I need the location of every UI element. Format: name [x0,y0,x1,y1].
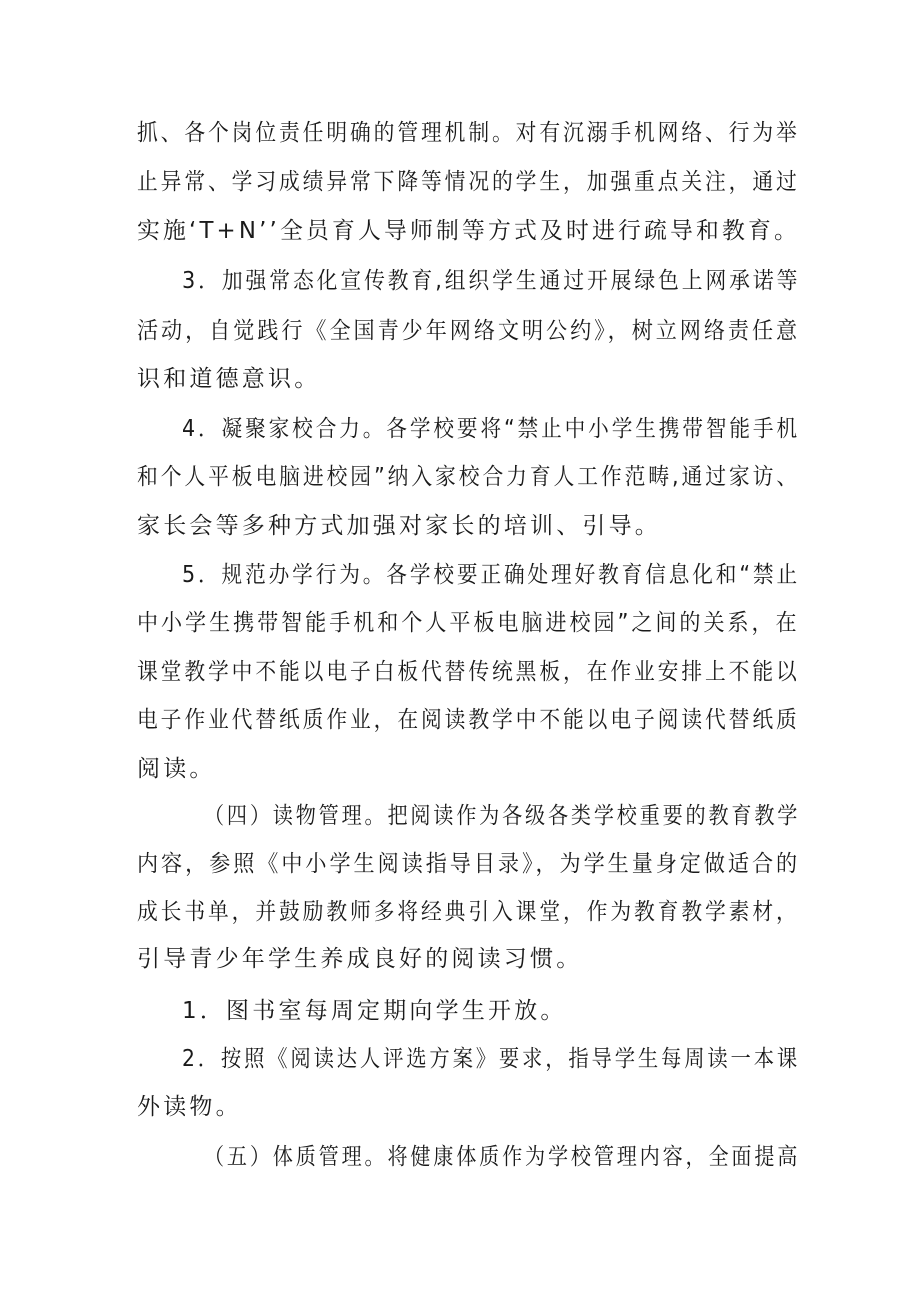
text-line: 引导青少年学生养成良好的阅读习惯。 [137,946,583,972]
text-line: 活动，自觉践行《全国青少年网络文明公约》，树立网络责任意 [137,318,801,344]
text-line: 2．按照《阅读达人评选方案》要求，指导学生每周读一本课 [182,1046,801,1072]
text-line: 实施‘T+N’’全员育人导师制等方式及时进行疏导和教育。 [137,218,801,244]
text-line: 课堂教学中不能以电子白板代替传统黑板，在作业安排上不能以 [137,659,800,685]
text-line: 3．加强常态化宣传教育,组织学生通过开展绿色上网承诺等 [182,268,801,294]
text-line: 识和道德意识。 [137,366,321,392]
text-line: 抓、各个岗位责任明确的管理机制。对有沉溺手机网络、行为举 [137,120,800,146]
text-line: 止异常、学习成绩异常下降等情况的学生，加强重点关注，通过 [137,169,800,195]
text-line: （五）体质管理。将健康体质作为学校管理内容，全面提高 [204,1144,801,1170]
text-line: 和个人平板电脑进校园”纳入家校合力育人工作范畴,通过家访、 [137,464,801,490]
text-line: 中小学生携带智能手机和个人平板电脑进校园”之间的关系，在 [137,610,800,636]
text-line: 阅读。 [137,756,216,782]
text-line: 外读物。 [137,1094,242,1120]
text-line: 1．图书室每周定期向学生开放。 [182,998,567,1024]
text-line: 4．凝聚家校合力。各学校要将“禁止中小学生携带智能手机 [182,416,800,442]
text-line: 家长会等多种方式加强对家长的培训、引导。 [137,513,661,539]
text-line: （四）读物管理。把阅读作为各级各类学校重要的教育教学 [204,803,801,829]
text-line: 内容，参照《中小学生阅读指导目录》，为学生量身定做适合的 [137,851,801,877]
text-line: 5．规范办学行为。各学校要正确处理好教育信息化和“禁止 [182,562,800,588]
text-line: 电子作业代替纸质作业，在阅读教学中不能以电子阅读代替纸质 [137,707,800,733]
text-line: 成长书单，并鼓励教师多将经典引入课堂，作为教育教学素材， [137,899,800,925]
